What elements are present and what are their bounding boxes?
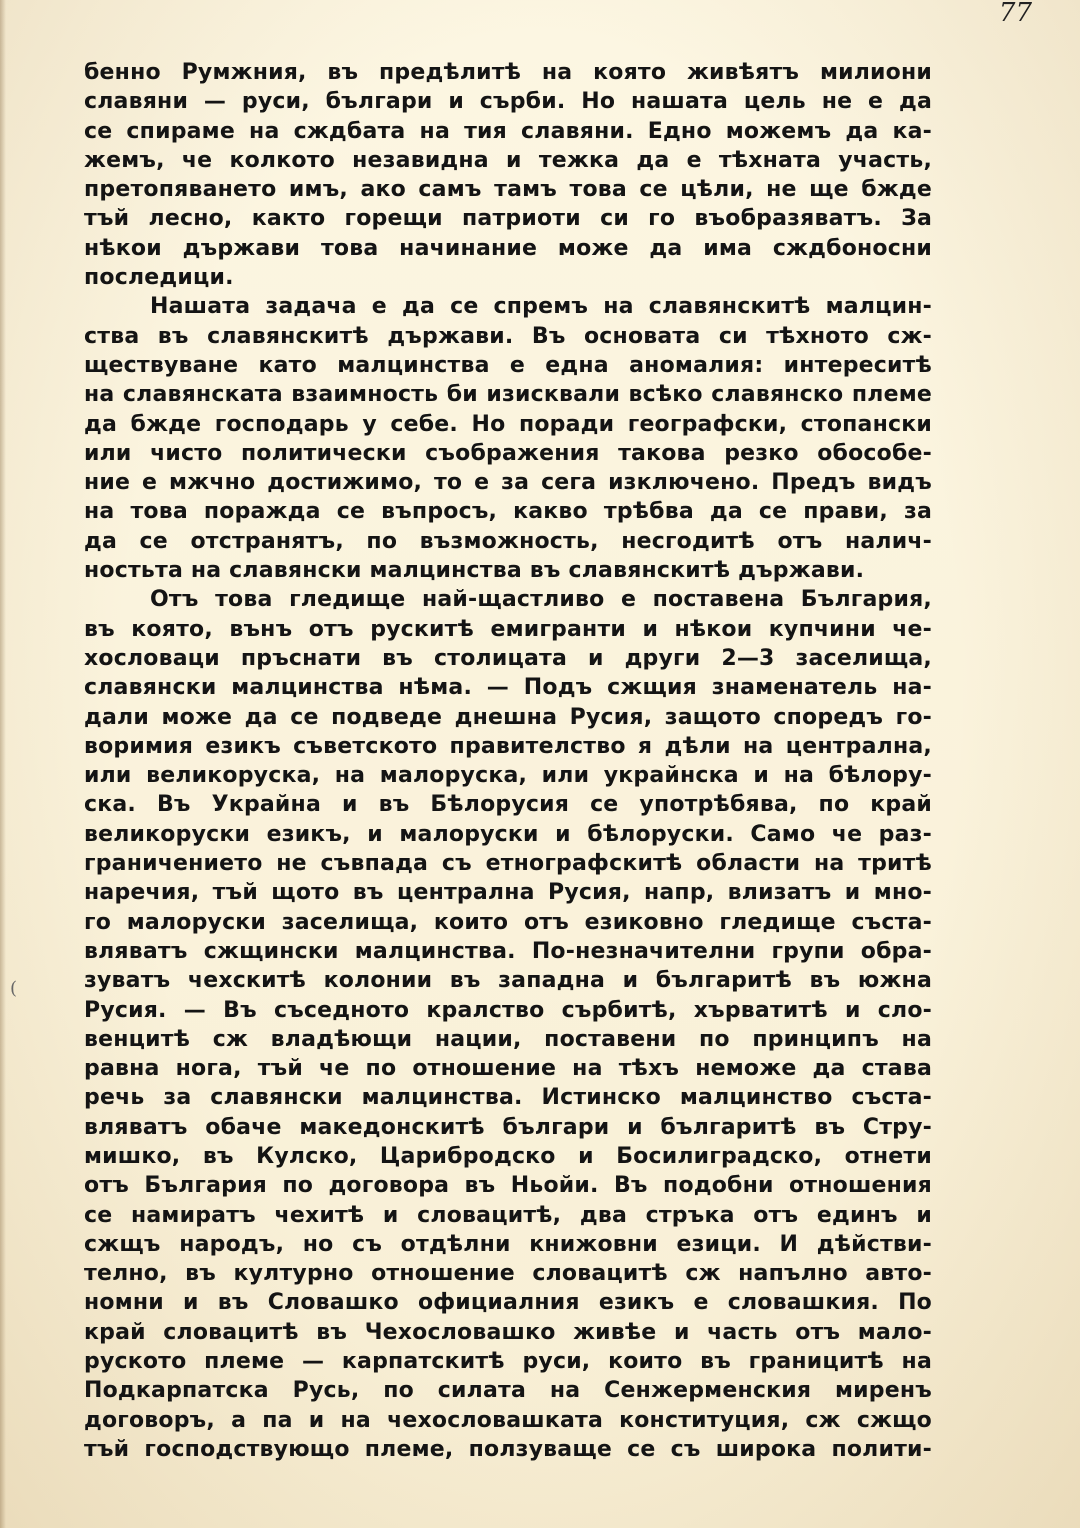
- text-line: Нашата задача е да се спремъ на славянскитѣ малцин-: [150, 294, 932, 320]
- text-line: ние е мжчно достижимо, то е за сега изключено. Предъ видъ: [84, 470, 932, 496]
- text-line: нѣкои държави това начинание може да има сждбоносни: [84, 235, 932, 261]
- text-line: номни и въ Словашко официалния езикъ е словашкия. По: [84, 1290, 932, 1316]
- page-number: 77: [998, 0, 1032, 28]
- text-line: граничението не съвпада съ етнографскитѣ области на тритѣ: [84, 851, 932, 877]
- text-line: отъ България по договора въ Ньойи. Въ подобни отношения: [84, 1173, 932, 1199]
- text-line: телно, въ културно отношение словацитѣ сж напълно авто-: [84, 1261, 932, 1287]
- text-line: Подкарпатска Русь, по силата на Сенжерменския миренъ: [84, 1378, 932, 1404]
- text-line: славяни — руси, българи и сърби. Но нашата цель не е да: [84, 89, 932, 115]
- text-line: последици.: [84, 265, 234, 291]
- text-line: руското племе — карпатскитѣ руси, които въ границитѣ на: [84, 1349, 932, 1375]
- text-line: речь за славянски малцинства. Истинско малцинство съста-: [84, 1085, 932, 1111]
- text-line: ществуване като малцинства е една аномалия: интереситѣ: [84, 352, 932, 378]
- text-line: въ която, вънъ отъ рускитѣ емигранти и нѣкои купчини че-: [84, 616, 932, 642]
- text-line: хословаци пръснати въ столицата и други 2—3 заселища,: [84, 645, 932, 671]
- text-line: претопяването имъ, ако самъ тамъ това се цѣли, не ще бжде: [84, 177, 932, 203]
- text-line: ностьта на славянски малцинства въ славянскитѣ държави.: [84, 558, 865, 584]
- text-line: или чисто политически съображения такова резко обособе-: [84, 440, 932, 466]
- text-line: зуватъ чехскитѣ колонии въ западна и българитѣ въ южна: [84, 968, 932, 994]
- text-line: се спираме на сждбата на тия славяни. Едно можемъ да ка-: [84, 118, 932, 144]
- text-line: Русия. — Въ съседното кралство сърбитѣ, хърватитѣ и сло-: [84, 997, 932, 1023]
- text-line: край словацитѣ въ Чехословашко живѣе и часть отъ мало-: [84, 1319, 932, 1345]
- text-line: великоруски езикъ, и малоруски и бѣлоруски. Само че раз-: [84, 821, 932, 847]
- text-line: сжщъ народъ, но съ отдѣлни книжовни езици. И дѣйстви-: [84, 1231, 932, 1257]
- text-line: бенно Румжния, въ предѣлитѣ на която живѣятъ милиони: [84, 60, 932, 85]
- text-line: се намиратъ чехитѣ и словацитѣ, два стръка отъ единъ и: [84, 1202, 932, 1228]
- text-line: венцитѣ сж владѣющи нации, поставени по принципъ на: [84, 1026, 932, 1052]
- text-line: или великоруска, на малоруска, или украйнска и на бѣлору-: [84, 763, 932, 789]
- text-line: Отъ това гледище най-щастливо е поставена България,: [150, 587, 932, 613]
- page-edge-shadow: [0, 0, 6, 1528]
- margin-mark: (: [10, 978, 18, 999]
- text-line: ства въ славянскитѣ държави. Въ основата си тѣхното сж-: [84, 323, 932, 349]
- text-line: наречия, тъй щото въ централна Русия, напр, влизатъ и мно-: [84, 880, 932, 906]
- text-line: славянски малцинства нѣма. — Подъ сжщия знаменатель на-: [84, 675, 932, 701]
- text-line: ска. Въ Украйна и въ Бѣлорусия се употрѣбява, по край: [84, 792, 932, 818]
- body-text: [84, 58, 932, 1464]
- text-line: да бжде господарь у себе. Но поради географски, стопански: [84, 411, 932, 437]
- text-line: жемъ, че колкото незавидна и тежка да е тѣхната участь,: [84, 147, 932, 173]
- text-line: тъй лесно, както горещи патриоти си го въобразяватъ. За: [84, 206, 932, 232]
- text-line: вляватъ обаче македонскитѣ българи и българитѣ въ Стру-: [84, 1114, 932, 1140]
- text-line: равна нога, тъй че по отношение на тѣхъ неможе да става: [84, 1056, 932, 1082]
- text-line: го малоруски заселища, които отъ езиковно гледище съста-: [84, 909, 932, 935]
- text-line: вляватъ сжщински малцинства. По-незначителни групи обра-: [84, 938, 932, 964]
- text-line: мишко, въ Кулско, Царибродско и Босилиградско, отнети: [84, 1143, 932, 1169]
- text-line: тъй господствующо племе, ползуваще се съ широка полити-: [84, 1436, 932, 1462]
- text-line: дали може да се подведе днешна Русия, защото споредъ го-: [84, 704, 932, 730]
- text-line: договоръ, а па и на чехословашката конституция, сж сжщо: [84, 1407, 932, 1433]
- text-line: воримия езикъ съветското правителство я дѣли на централна,: [84, 733, 932, 759]
- text-line: на това поражда се въпросъ, какво трѣбва да се прави, за: [84, 499, 932, 525]
- text-line: на славянската взаимность би изисквали всѣко славянско племе: [84, 382, 932, 408]
- text-line: да се отстранятъ, по възможность, несгодитѣ отъ налич-: [84, 528, 932, 554]
